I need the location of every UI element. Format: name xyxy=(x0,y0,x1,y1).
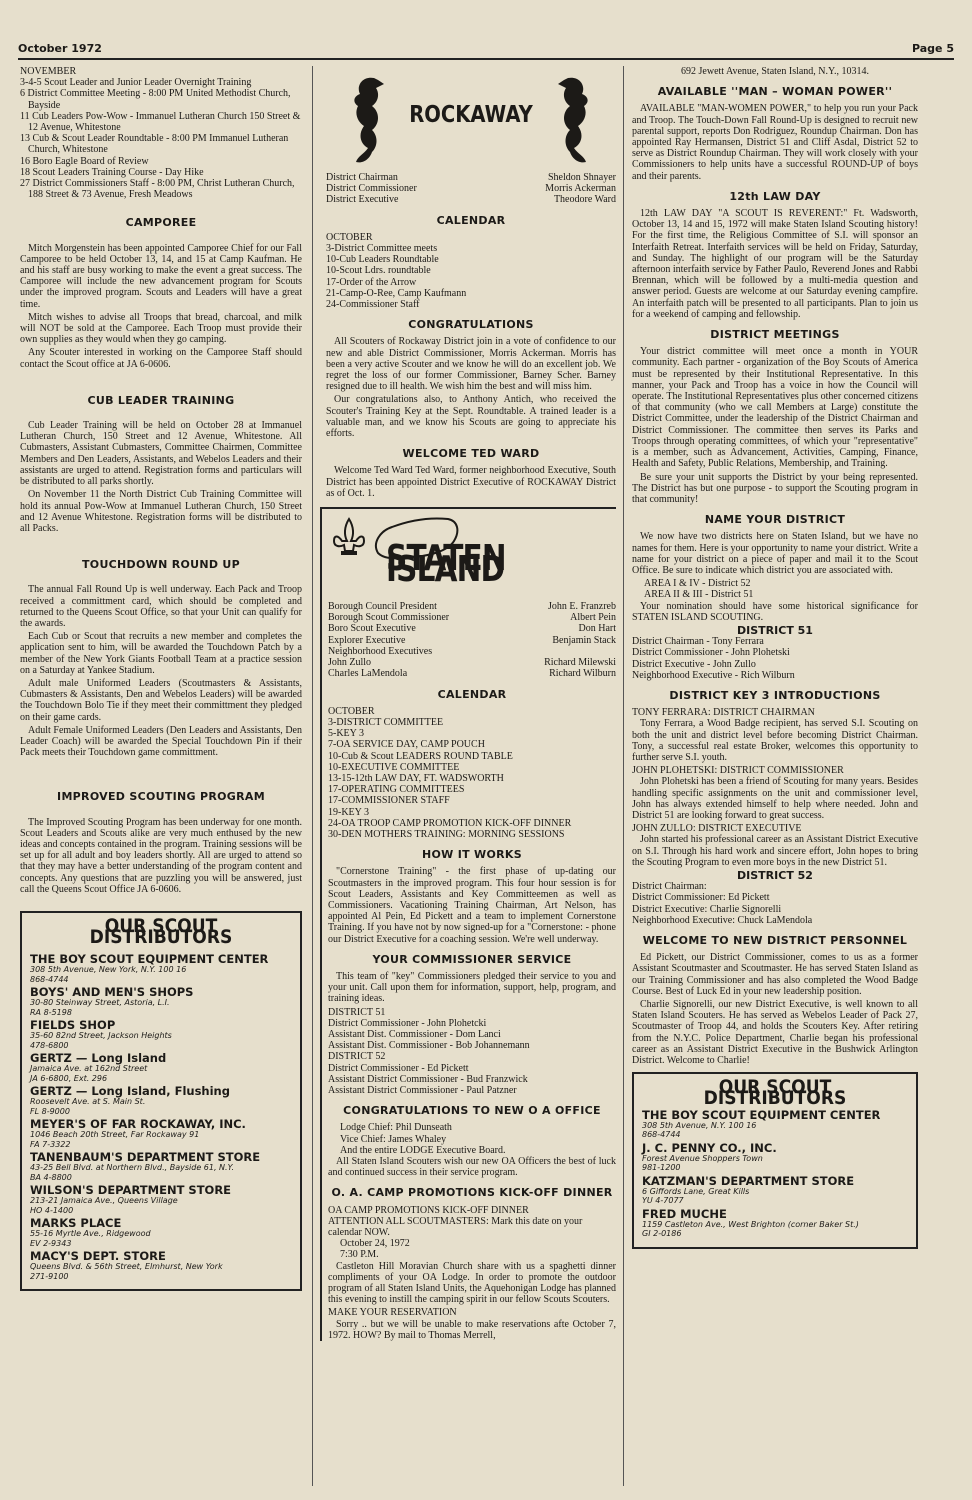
officer-title: John Zullo xyxy=(328,657,372,669)
distributor-entry xyxy=(30,986,292,1017)
issue-date: October 1972 xyxy=(18,42,102,55)
distributor-phone: BA 4-8800 xyxy=(30,1172,72,1182)
calendar-entry: 17-OPERATING COMMITTEES xyxy=(328,784,465,796)
rockaway-masthead xyxy=(326,66,616,172)
article-paragraph: All Staten Island Scouters wish our new OA Officers the best of luck and continued success in their service program. xyxy=(328,1156,616,1179)
distributor-entry xyxy=(30,1250,292,1281)
fleur-de-lis-icon xyxy=(332,517,366,561)
officer-name: John E. Franzreb xyxy=(547,601,616,613)
district-51-list xyxy=(632,636,918,681)
distributor-address: Forest Avenue Shoppers Town xyxy=(642,1153,763,1163)
november-calendar xyxy=(20,77,302,200)
column-rule xyxy=(312,66,313,1486)
officer-name xyxy=(544,646,616,657)
distributor-entry xyxy=(30,1217,292,1248)
improved-program-heading: IMPROVED SCOUTING PROGRAM xyxy=(57,790,265,804)
commissioner-service-heading: YOUR COMMISSIONER SERVICE xyxy=(372,952,572,966)
calendar-entry: 3-DISTRICT COMMITTEE xyxy=(328,716,444,728)
congratulations-heading: CONGRATULATIONS xyxy=(408,318,534,332)
article-paragraph: Adult male Uniformed Leaders (Scoutmasters & Assistants, Cubmasters & Assistants, Den and Webelos Leaders) will be awarded the Touchdown Bolo Tie if they meet their committment they pledged on their game cards. xyxy=(20,677,302,723)
distributor-address: 1159 Castleton Ave., West Brighton (corner Baker St.) xyxy=(642,1219,859,1229)
distributor-address: 6 Giffords Lane, Great Kills xyxy=(642,1186,750,1196)
district-52-list xyxy=(632,881,918,926)
distributors-box xyxy=(20,911,302,1291)
distributor-phone: RA 8-5198 xyxy=(30,1007,72,1017)
officer-title: Charles LaMendola xyxy=(328,668,408,680)
article-paragraph: All Scouters of Rockaway District join in a vote of confidence to our new and able District Commissioner, Morris Ackerman. Morris has been a very active Scouter and we know he will do an excellent job. We regret the loss of our former Commissioner, Barney Scher. Barney resigned due to ill health. We wish him the best and will miss him. xyxy=(326,336,616,393)
distributor-entry xyxy=(30,1184,292,1215)
officer-name: Don Hart xyxy=(578,623,616,635)
distributor-phone: 868-4744 xyxy=(30,974,69,984)
distributor-entry xyxy=(642,1208,908,1239)
distributor-phone: 981-1200 xyxy=(642,1163,681,1173)
list-item: Assistant District Commissioner - Bud Franzwick xyxy=(328,1073,528,1085)
distributor-name: MACY'S DEPT. STORE xyxy=(30,1249,166,1264)
subheading: JOHN ZULLO: DISTRICT EXECUTIVE xyxy=(632,823,802,835)
law-day-heading: 12th LAW DAY xyxy=(729,189,821,203)
distributor-entry xyxy=(642,1142,908,1173)
calendar-entry: 30-DEN MOTHERS TRAINING: MORNING SESSIONS xyxy=(328,828,565,840)
distributor-address: 43-25 Bell Blvd. at Northern Blvd., Bayside 61, N.Y. xyxy=(30,1163,234,1173)
distributor-name: FRED MUCHE xyxy=(642,1206,727,1221)
rockaway-officers xyxy=(326,172,616,206)
article-paragraph: AVAILABLE "MAN-WOMEN POWER," to help you run your Pack and Troop. The Touch-Down Fall Round-Up is designed to recruit new parental support, reports Don Rodriguez, Roundup Chairman. Don has appointed Ray Hermansen, District 51 and Cliff Asdal, District 52 to serve as District Roundup Chairman. They will work closely with your Commissioners to help units have a successful ROUND-UP of boys and their parents. xyxy=(632,103,918,182)
article-paragraph: Welcome Ted Ward Ted Ward, former neighborhood Executive, South District has been appointed District Executive of ROCKAWAY District as of Oct. 1. xyxy=(326,465,616,499)
touchdown-heading: TOUCHDOWN ROUND UP xyxy=(81,558,241,572)
calendar-month: OCTOBER xyxy=(328,705,375,717)
list-item: 7:30 P.M. xyxy=(340,1249,379,1261)
article-paragraph: Castleton Hill Moravian Church share with us a spaghetti dinner compliments of your OA Lodge. In order to promote the outdoor program of all Staten Island Units, the Aquehonigan Lodge has planned this evening to instill the camping spirit in our fellow Scouts Scouters. xyxy=(328,1260,616,1306)
page-number: Page 5 xyxy=(911,42,954,55)
calendar-entry: 10-EXECUTIVE COMMITTEE xyxy=(328,761,460,773)
article-paragraph: John Plohetski has been a friend of Scouting for many years. Besides handling specific assignments on the unit and commissioner level, John has always extended himself to help where needed. John and District 51 are looking forward to great success. xyxy=(632,776,918,821)
distributor-entry xyxy=(30,1151,292,1182)
article-paragraph: Your district committee will meet once a month in YOUR community. Each partner - organization of the Boy Scouts of America must be represented by their Institutional Representative. In this manner, your Pack and Troop has a voice in how the Council will operate. The Institutional Representatives plus other concerned citizens of that community (who we call Members at Large) constitute the District Committee, under the leadership of the District Chairman and District Commissioner. The committee then serves its Parks and Troops through operating committees, of which your "representative" is a member, such as Advancement, Activities, Camping, Finance, Health and Safety, Public Relations, Membership, and Training. xyxy=(632,346,918,470)
rockaway-title: ROCKAWAY xyxy=(409,102,533,128)
officer-name: Morris Ackerman xyxy=(545,183,616,195)
welcome-heading: WELCOME TED WARD xyxy=(402,447,540,461)
calendar-entry: 10-Cub Leaders Roundtable xyxy=(326,254,439,266)
staten-calendar-heading: CALENDAR xyxy=(437,687,507,701)
distributor-name: J. C. PENNY CO., INC. xyxy=(642,1140,777,1155)
article-paragraph: Our congratulations also, to Anthony Antich, who received the Scouter's Training Key at the Sept. Roundtable. A trained leader is a valuable man, and we know his Scouts are going to appreciate his efforts. xyxy=(326,394,616,440)
calendar-entry: 13 Cub & Scout Leader Roundtable - 8:00 PM Immanuel Lutheran Church, Whitestone xyxy=(20,133,289,156)
commissioner-list xyxy=(328,1007,616,1097)
area-list xyxy=(632,578,918,600)
article-paragraph: Ed Pickett, our District Commissioner, comes to us as a former Assistant Scoutmaster and Scoutmaster. He has served Staten Island as our Training Commissioner and has also completed the Wood Badge Course. Best of Luck Ed in your new leadership position. xyxy=(632,952,918,997)
list-item: Assistant District Commissioner - Paul Patzner xyxy=(328,1085,517,1096)
distributor-phone: JA 6-6800, Ext. 296 xyxy=(30,1073,108,1083)
list-item: AREA II & III - District 51 xyxy=(644,589,754,601)
list-item: Lodge Chief: Phil Dunseath xyxy=(340,1122,452,1134)
camporee-heading: CAMPOREE xyxy=(125,216,197,230)
oa-dinner-heading: O. A. CAMP PROMOTIONS KICK-OFF DINNER xyxy=(331,1186,613,1200)
distributor-phone: HO 4-1400 xyxy=(30,1205,74,1215)
distributor-name: TANENBAUM'S DEPARTMENT STORE xyxy=(30,1150,261,1165)
column-rockaway-staten xyxy=(326,66,616,1343)
distributor-phone: 478-6800 xyxy=(30,1040,69,1050)
calendar-entry: 24-OA TROOP CAMP PROMOTION KICK-OFF DINNER xyxy=(328,817,572,829)
staten-calendar xyxy=(328,717,616,840)
list-item: District Commissioner - John Plohetcki xyxy=(328,1017,487,1029)
oa-office-heading: CONGRATULATIONS TO NEW O A OFFICE xyxy=(343,1104,601,1118)
distributor-name: KATZMAN'S DEPARTMENT STORE xyxy=(642,1173,855,1188)
distributor-phone: YU 4-7077 xyxy=(642,1196,684,1206)
list-item: District Commissioner: Ed Pickett xyxy=(632,892,770,904)
article-paragraph: Any Scouter interested in working on the Camporee Staff should contact the Scout office at JA 6-0606. xyxy=(20,347,302,370)
article-paragraph: The annual Fall Round Up is well underway. Each Pack and Troop received a committment card, which should be completed and returned to the Queens Scout Office, so that your Unit can qualify for the awards. xyxy=(20,584,302,629)
article-paragraph: Adult Female Uniformed Leaders (Den Leaders and Assistants, Den Leader Coach) will be awarded the Special Touchdown Pin if their Pack meets their Touchdown game committment. xyxy=(20,724,302,759)
article-paragraph: Your nomination should have some historical significance for STATEN ISLAND SCOUTING. xyxy=(632,600,918,623)
distributor-address: 308 5th Avenue, N.Y. 100 16 xyxy=(642,1120,757,1130)
officer-title: District Chairman xyxy=(326,172,398,183)
name-district-heading: NAME YOUR DISTRICT xyxy=(704,513,846,527)
article-paragraph: On November 11 the North District Cub Training Committee will hold its annual Pow-Wow at Immanuel Lutheran Church, 150 Street and 12 Avenue Whitestone. Registration forms will be distributed to all Packs. xyxy=(20,489,302,534)
list-item: DISTRICT 51 xyxy=(328,1006,386,1018)
distributor-entry xyxy=(642,1175,908,1206)
calendar-entry: 6 District Committee Meeting - 8:00 PM United Methodist Church, Bayside xyxy=(20,88,291,111)
article-paragraph: We now have two districts here on Staten Island, but we have no names for them. Here is your opportunity to name your district. Write a name for your district on a piece of paper and mail it to the Scout Office. Be sure to indicate which district you are associated with. xyxy=(632,531,918,576)
calendar-entry: 17-COMMISSIONER STAFF xyxy=(328,795,450,807)
officer-name: Benjamin Stack xyxy=(552,634,616,646)
staten-island-officers xyxy=(328,601,616,679)
officer-title: Borough Council President xyxy=(328,601,437,613)
article-paragraph: John started his professional career as an Assistant District Executive on S.I. Through his hard work and sincere effort, John hopes to bring the Scouting Program to even more boys in the new District 51. xyxy=(632,834,918,868)
manpower-heading: AVAILABLE ''MAN – WOMAN POWER'' xyxy=(657,85,893,99)
distributor-name: FIELDS SHOP xyxy=(30,1018,116,1033)
calendar-entry: 18 Scout Leaders Training Course - Day Hike xyxy=(20,166,204,178)
dinner-details xyxy=(328,1205,616,1261)
distributor-address: Roosevelt Ave. at S. Main St. xyxy=(30,1097,146,1107)
district-52-heading: DISTRICT 52 xyxy=(737,869,813,882)
distributor-phone: GI 2-0186 xyxy=(642,1229,682,1239)
officer-name: Theodore Ward xyxy=(553,194,616,206)
calendar-entry: 10-Scout Ldrs. roundtable xyxy=(326,265,431,277)
distributors-box xyxy=(632,1072,918,1248)
calendar-entry: 11 Cub Leaders Pow-Wow - Immanuel Lutheran Church 150 Street & 12 Avenue, Whitestone xyxy=(20,110,301,134)
subheading: JOHN PLOHETSKI: DISTRICT COMMISSIONER xyxy=(632,765,844,777)
distributor-name: GERTZ — Long Island, Flushing xyxy=(30,1084,230,1099)
november-label: NOVEMBER xyxy=(20,66,77,77)
article-paragraph: Be sure your unit supports the District by your being represented. The District has but one purpose - to support the Scouting program in that community! xyxy=(632,471,918,505)
list-item: District Executive - John Zullo xyxy=(632,658,756,670)
staten-island-title: STATEN ISLAND xyxy=(386,538,506,591)
distributor-phone: FA 7-3322 xyxy=(30,1139,71,1149)
distributor-address: Jamaica Ave. at 162nd Street xyxy=(30,1064,148,1074)
oa-officers xyxy=(328,1122,616,1156)
distributor-name: WILSON'S DEPARTMENT STORE xyxy=(30,1183,232,1198)
list-item: DISTRICT 52 xyxy=(328,1051,386,1063)
list-item: Assistant Dist. Commissioner - Dom Lanci xyxy=(328,1028,501,1040)
list-item: ATTENTION ALL SCOUTMASTERS: Mark this date on your calendar NOW. xyxy=(328,1215,583,1239)
calendar-entry: 24-Commissioner Staff xyxy=(326,299,420,311)
staten-island-masthead xyxy=(328,509,616,601)
article-paragraph: "Cornerstone Training" - the first phase of up-dating our Scoutmasters in the improved program. This four hour session is for Scout Leaders, Assistants and Key Committeemen as well as Commissioners. Vacationing Training Chairman, Art Nelson, has appointed Al Pein, Ed Pickett and a team to implement Cornerstone Training. If you have not by now signed-up for a "Cornerstone: - phone our District Executive for a coaching session. We're well underway. xyxy=(328,866,616,945)
district-meetings-heading: DISTRICT MEETINGS xyxy=(710,328,840,342)
district-51-heading: DISTRICT 51 xyxy=(737,623,813,637)
column-rule xyxy=(623,66,624,1486)
calendar-entry: 5-KEY 3 xyxy=(328,728,365,740)
distributor-address: 35-60 82nd Street, Jackson Heights xyxy=(30,1031,172,1041)
list-item: Assistant Dist. Commissioner - Bob Johannemann xyxy=(328,1040,530,1052)
list-item: And the entire LODGE Executive Board. xyxy=(340,1144,506,1156)
subheading: TONY FERRARA: DISTRICT CHAIRMAN xyxy=(632,707,815,719)
distributor-entry xyxy=(30,1118,292,1149)
officer-title: District Executive xyxy=(326,194,399,206)
distributors-title: OUR SCOUT DISTRIBUTORS xyxy=(703,1076,847,1110)
distributor-entry xyxy=(642,1109,908,1140)
list-item: Neighborhood Executive - Rich Wilburn xyxy=(632,669,795,681)
article-paragraph: Cub Leader Training will be held on October 28 at Immanuel Lutheran Church, 150 Street and 12 Avenue, Whitestone. All Cubmasters, Assistant Cubmasters, Committee Chairmen, Committee Members and Den Leaders, Assistants, and Webelos Leaders and their assistants are urged to attend. Registration forms and particulars will be distributed to all parks shortly. xyxy=(20,420,302,488)
seahorse-icon xyxy=(550,72,598,168)
calendar-entry: 3-4-5 Scout Leader and Junior Leader Overnight Training xyxy=(20,77,252,89)
article-paragraph: Tony Ferrara, a Wood Badge recipient, has served S.I. Scouting on both the unit and district level before becoming District Chairman. Tony, a successful real estate Broker, welcomes this opportunity to further serve S.I. youth. xyxy=(632,718,918,763)
officer-title: Borough Scout Commissioner xyxy=(328,612,450,624)
calendar-entry: 19-KEY 3 xyxy=(328,806,370,818)
list-item: October 24, 1972 xyxy=(340,1238,410,1250)
article-paragraph: Sorry .. but we will be unable to make reservations afte October 7, 1972. HOW? By mail to Thomas Merrell, xyxy=(328,1318,616,1341)
calendar-entry: 27 District Commissioners Staff - 8:00 PM, Christ Lutheran Church, 188 Street & 73 Avenue, Fresh Meadows xyxy=(20,178,295,201)
seahorse-icon xyxy=(344,72,392,168)
distributor-phone: FL 8-9000 xyxy=(30,1106,70,1116)
calendar-entry: 10-Cub & Scout LEADERS ROUND TABLE xyxy=(328,750,513,762)
distributor-address: 55-16 Myrtle Ave., Ridgewood xyxy=(30,1229,151,1239)
calendar-entry: 17-Order of the Arrow xyxy=(326,276,417,288)
article-paragraph: Mitch Morgenstein has been appointed Camporee Chief for our Fall Camporee to be held October 13, 14, and 15 at Camp Kaufman. He and his staff are busy working to make the event a great success. The Camporee will include the new advancement program for Scouts under the improved program. Scouts and Leaders will have a great time. xyxy=(20,242,302,310)
column-queens xyxy=(20,66,302,1291)
distributor-phone: 868-4744 xyxy=(642,1130,681,1140)
article-paragraph: This team of "key" Commissioners pledged their service to you and your unit. Call upon them for information, support, help, program, and training ideas. xyxy=(328,970,616,1005)
distributor-name: THE BOY SCOUT EQUIPMENT CENTER xyxy=(30,952,269,967)
list-item: District Chairman - Tony Ferrara xyxy=(632,636,764,648)
distributor-entry xyxy=(30,1019,292,1050)
distributor-address: 1046 Beach 20th Street, Far Rockaway 91 xyxy=(30,1130,200,1140)
distributor-entry xyxy=(30,1052,292,1083)
key3-heading: DISTRICT KEY 3 INTRODUCTIONS xyxy=(669,688,881,702)
how-it-works-heading: HOW IT WORKS xyxy=(422,848,522,862)
officer-name: Albert Pein xyxy=(570,612,616,624)
rockaway-calendar xyxy=(326,243,616,310)
calendar-entry: 21-Camp-O-Ree, Camp Kaufmann xyxy=(326,287,467,299)
distributor-entry xyxy=(30,1085,292,1116)
calendar-entry: 16 Boro Eagle Board of Review xyxy=(20,155,149,167)
distributor-address: 213-21 Jamaica Ave., Queens Village xyxy=(30,1196,178,1206)
page-header xyxy=(18,40,954,60)
list-item: District Commissioner - John Plohetski xyxy=(632,647,790,659)
distributor-name: MEYER'S OF FAR ROCKAWAY, INC. xyxy=(30,1117,246,1132)
distributor-name: GERTZ — Long Island xyxy=(30,1051,167,1066)
rockaway-calendar-heading: CALENDAR xyxy=(436,213,506,227)
officer-name: Richard Wilburn xyxy=(549,668,616,680)
officer-title: Explorer Executive xyxy=(328,634,406,646)
article-paragraph: 12th LAW DAY "A SCOUT IS REVERENT:" Ft. Wadsworth, October 13, 14 and 15, 1972 will make Staten Island Scouting history! For the first time, the Religious Committee of S.I. will sponsor an Interfaith Retreat. Interfaith services will be held on Friday, Saturday, and Sunday. The highlight of our program will be the Saturday afternoon interfaith service by Father Paulo, Reverend Jones and Rabbi Brennan, which will be followed by a multi-media question and answer period. Guests are welcome at our Saturday evening campfire. An interfaith patch will be presented to all participants. Plan to join us for a weekend of camping and fellowship. xyxy=(632,208,918,320)
officer-name: Sheldon Shnayer xyxy=(547,172,616,183)
calendar-entry: 7-OA SERVICE DAY, CAMP POUCH xyxy=(328,739,485,751)
article-paragraph: Each Cub or Scout that recruits a new member and completes the application sent to him, will be awarded the Touchdown Patch by a member of the New York Giants Football Team at a practice session on a Saturday at Yankee Stadium. xyxy=(20,631,302,676)
list-item: District Chairman: xyxy=(632,881,707,893)
distributor-address: 30-80 Steinway Street, Astoria, L.I. xyxy=(30,998,170,1008)
list-item: Vice Chief: James Whaley xyxy=(340,1133,447,1145)
list-item: OA CAMP PROMOTIONS KICK-OFF DINNER xyxy=(328,1204,529,1216)
officer-title: Boro Scout Executive xyxy=(328,623,416,635)
article-paragraph: Mitch wishes to advise all Troops that bread, charcoal, and milk will NOT be sold at the Camporee. Each Troop must provide their own supplies as they would when they go camping. xyxy=(20,311,302,346)
calendar-entry: 3-District Committee meets xyxy=(326,243,438,255)
distributor-phone: 271-9100 xyxy=(30,1271,69,1281)
calendar-entry: 13-15-12th LAW DAY, FT. WADSWORTH xyxy=(328,772,504,784)
article-paragraph: The Improved Scouting Program has been underway for one month. Scout Leaders and Scouts alike are very much enthused by the new ideas and concepts contained in the program. Training sessions will be set up for all adult and boy leaders shortly. All are urged to attend so that they may have a better understanding of the program content and concepts. Any questions that are puzzling you will be answered, just call the Queens Scout Office JA 6-0606. xyxy=(20,816,302,895)
cub-training-heading: CUB LEADER TRAINING xyxy=(87,393,235,407)
list-item: Neighborhood Executive: Chuck LaMendola xyxy=(632,914,813,926)
list-item: District Executive: Charlie Signorelli xyxy=(632,903,782,915)
distributor-name: THE BOY SCOUT EQUIPMENT CENTER xyxy=(642,1107,881,1122)
reservation-heading: MAKE YOUR RESERVATION xyxy=(328,1307,457,1319)
distributor-phone: EV 2-9343 xyxy=(30,1238,72,1248)
personnel-heading: WELCOME TO NEW DISTRICT PERSONNEL xyxy=(642,934,908,948)
officer-name: Richard Milewski xyxy=(544,657,616,669)
staten-island-section xyxy=(320,507,616,1341)
column-staten-continued xyxy=(632,66,918,1249)
calendar-month: OCTOBER xyxy=(326,231,373,243)
distributor-address: Queens Blvd. & 56th Street, Elmhurst, New York xyxy=(30,1262,223,1272)
officer-title: District Commissioner xyxy=(326,183,417,195)
distributor-address: 308 5th Avenue, New York, N.Y. 100 16 xyxy=(30,965,187,975)
distributor-entry xyxy=(30,953,292,984)
mailing-address: 692 Jewett Avenue, Staten Island, N.Y., 10314. xyxy=(681,66,869,77)
list-item: AREA I & IV - District 52 xyxy=(644,578,751,590)
officer-title: Neighborhood Executives xyxy=(328,645,433,657)
distributors-title: OUR SCOUT DISTRIBUTORS xyxy=(89,914,233,949)
list-item: District Commissioner - Ed Pickett xyxy=(328,1062,469,1074)
distributor-name: BOYS' AND MEN'S SHOPS xyxy=(30,985,194,1000)
distributor-name: MARKS PLACE xyxy=(30,1216,122,1231)
article-paragraph: Charlie Signorelli, our new District Executive, is well known to all Staten Island Scouters. He has served as Webelos Leader of Pack 27, Scoutmaster of Troop 44, and holds the Scouters Key. After retiring from the N.Y.C. Police Department, Charlie began his professional career as an Assistant District Executive in the Bushwick Arlington District. Welcome to Charlie! xyxy=(632,999,918,1067)
